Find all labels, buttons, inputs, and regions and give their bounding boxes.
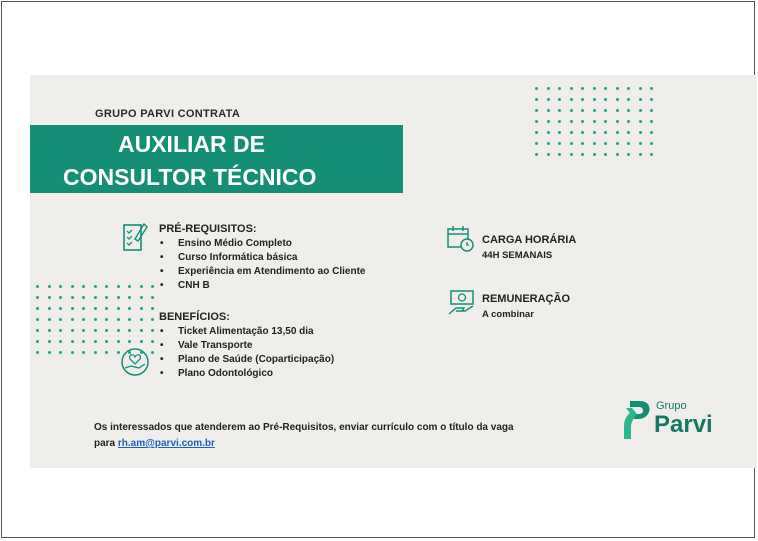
decorative-dot xyxy=(616,109,619,112)
decorative-dot xyxy=(151,329,154,332)
checklist-icon xyxy=(123,222,149,252)
decorative-dot xyxy=(570,98,573,101)
decorative-dot xyxy=(604,87,607,90)
decorative-dot xyxy=(547,120,550,123)
decorative-dot xyxy=(117,285,120,288)
decorative-dot xyxy=(593,98,596,101)
decorative-dot xyxy=(558,109,561,112)
decorative-dot xyxy=(570,142,573,145)
decorative-dot xyxy=(547,87,550,90)
decorative-dot xyxy=(581,120,584,123)
decorative-dot xyxy=(94,285,97,288)
decorative-dot xyxy=(593,153,596,156)
decorative-dot xyxy=(48,285,51,288)
decorative-dot xyxy=(616,142,619,145)
decorative-dot xyxy=(82,307,85,310)
decorative-dot xyxy=(627,109,630,112)
list-item: • Ensino Médio Completo xyxy=(158,237,365,251)
instructions-prefix: para xyxy=(94,438,118,449)
decorative-dot xyxy=(59,340,62,343)
decorative-dot xyxy=(36,340,39,343)
decorative-dot xyxy=(151,285,154,288)
decorative-dot xyxy=(105,329,108,332)
decorative-dot xyxy=(48,318,51,321)
schedule-value: 44H SEMANAIS xyxy=(482,250,553,261)
instructions-line: Os interessados que atenderem ao Pré-Requisitos, enviar currículo com o título da vaga xyxy=(94,422,514,433)
decorative-dot xyxy=(105,296,108,299)
decorative-dot xyxy=(94,296,97,299)
decorative-dot xyxy=(140,318,143,321)
decorative-dot xyxy=(94,351,97,354)
decorative-dot xyxy=(547,98,550,101)
money-hand-icon xyxy=(447,288,477,318)
decorative-dot xyxy=(639,109,642,112)
decorative-dot xyxy=(94,340,97,343)
decorative-dot xyxy=(593,109,596,112)
decorative-dot xyxy=(94,318,97,321)
decorative-dot xyxy=(593,87,596,90)
parvi-logo-mark xyxy=(620,399,652,441)
decorative-dot xyxy=(48,296,51,299)
decorative-dot xyxy=(59,307,62,310)
decorative-dot xyxy=(627,87,630,90)
decorative-dot xyxy=(48,329,51,332)
decorative-dot xyxy=(59,285,62,288)
decorative-dot xyxy=(105,351,108,354)
decorative-dot xyxy=(128,307,131,310)
decorative-dot xyxy=(151,318,154,321)
decorative-dot xyxy=(650,87,653,90)
decorative-dot xyxy=(71,296,74,299)
decorative-dot xyxy=(593,120,596,123)
list-item: • Experiência em Atendimento ao Cliente xyxy=(158,265,365,279)
decorative-dot xyxy=(547,131,550,134)
job-poster xyxy=(30,75,757,468)
decorative-dot xyxy=(82,318,85,321)
decorative-dot xyxy=(151,296,154,299)
decorative-dot xyxy=(558,87,561,90)
decorative-dot xyxy=(36,285,39,288)
logo-text-small: Grupo xyxy=(656,400,687,412)
decorative-dot xyxy=(581,109,584,112)
list-item: • Plano de Saúde (Coparticipação) xyxy=(158,353,334,367)
calendar-clock-icon xyxy=(447,225,475,253)
decorative-dot xyxy=(105,307,108,310)
decorative-dot xyxy=(627,153,630,156)
decorative-dot xyxy=(558,120,561,123)
decorative-dot xyxy=(151,307,154,310)
decorative-dot xyxy=(71,285,74,288)
decorative-dot xyxy=(128,318,131,321)
decorative-dot xyxy=(140,307,143,310)
decorative-dot xyxy=(604,120,607,123)
decorative-dot xyxy=(82,351,85,354)
decorative-dot xyxy=(59,329,62,332)
decorative-dot xyxy=(48,340,51,343)
decorative-dot xyxy=(570,109,573,112)
decorative-dot xyxy=(140,296,143,299)
decorative-dot xyxy=(627,131,630,134)
decorative-dot xyxy=(140,285,143,288)
decorative-dot xyxy=(558,142,561,145)
decorative-dot xyxy=(48,307,51,310)
decorative-dot xyxy=(639,142,642,145)
pay-value: A combinar xyxy=(482,309,534,320)
decorative-dot xyxy=(36,329,39,332)
decorative-dot xyxy=(581,153,584,156)
decorative-dot xyxy=(593,142,596,145)
decorative-dot xyxy=(535,120,538,123)
decorative-dot xyxy=(627,98,630,101)
decorative-dot xyxy=(140,329,143,332)
decorative-dot xyxy=(616,87,619,90)
benefits-title: BENEFÍCIOS: xyxy=(159,311,230,323)
decorative-dot xyxy=(117,340,120,343)
decorative-dot xyxy=(117,307,120,310)
decorative-dot xyxy=(59,318,62,321)
prerequisites-title: PRÉ-REQUISITOS: xyxy=(159,223,257,235)
decorative-dot xyxy=(128,329,131,332)
decorative-dot xyxy=(59,296,62,299)
parvi-logo xyxy=(620,395,730,445)
decorative-dot xyxy=(616,120,619,123)
decorative-dot xyxy=(581,142,584,145)
decorative-dot xyxy=(535,142,538,145)
decorative-dot xyxy=(650,98,653,101)
decorative-dot xyxy=(140,340,143,343)
decorative-dot xyxy=(71,307,74,310)
decorative-dot xyxy=(105,318,108,321)
decorative-dot xyxy=(71,329,74,332)
decorative-dot xyxy=(616,153,619,156)
decorative-dot xyxy=(71,340,74,343)
decorative-dot xyxy=(581,98,584,101)
prerequisites-list xyxy=(158,237,365,293)
benefits-list xyxy=(158,325,334,381)
application-instructions xyxy=(94,420,514,452)
decorative-dot xyxy=(639,153,642,156)
decorative-dot xyxy=(535,109,538,112)
decorative-dot xyxy=(616,131,619,134)
hand-heart-icon xyxy=(120,347,150,377)
decorative-dot xyxy=(650,153,653,156)
decorative-dot xyxy=(535,153,538,156)
decorative-dot xyxy=(604,98,607,101)
decorative-dot xyxy=(128,285,131,288)
decorative-dot xyxy=(558,153,561,156)
schedule-title: CARGA HORÁRIA xyxy=(482,234,577,246)
decorative-dot xyxy=(604,109,607,112)
decorative-dot xyxy=(639,131,642,134)
decorative-dot xyxy=(604,153,607,156)
decorative-dot xyxy=(94,329,97,332)
decorative-dot xyxy=(570,153,573,156)
decorative-dot xyxy=(36,296,39,299)
decorative-dot xyxy=(639,87,642,90)
list-item: • Curso Informática básica xyxy=(158,251,365,265)
decorative-dot xyxy=(627,142,630,145)
decorative-dot xyxy=(71,351,74,354)
decorative-dot xyxy=(570,87,573,90)
decorative-dot xyxy=(627,120,630,123)
decorative-dot xyxy=(650,131,653,134)
decorative-dot xyxy=(117,329,120,332)
decorative-dot xyxy=(36,318,39,321)
logo-text-big: Parvi xyxy=(654,411,713,438)
decorative-dot xyxy=(151,351,154,354)
decorative-dot xyxy=(535,98,538,101)
decorative-dot xyxy=(59,351,62,354)
list-item: • Ticket Alimentação 13,50 dia xyxy=(158,325,334,339)
decorative-dot xyxy=(639,98,642,101)
decorative-dot xyxy=(82,285,85,288)
decorative-dot xyxy=(128,340,131,343)
decorative-dot xyxy=(151,340,154,343)
list-item: • CNH B xyxy=(158,279,365,293)
job-title-line1: AUXILIAR DE xyxy=(118,131,265,157)
decorative-dot xyxy=(650,142,653,145)
decorative-dot xyxy=(128,296,131,299)
job-title-line2: CONSULTOR TÉCNICO xyxy=(63,164,317,190)
decorative-dot xyxy=(82,296,85,299)
decorative-dot xyxy=(650,109,653,112)
decorative-dot xyxy=(117,296,120,299)
decorative-dot xyxy=(36,307,39,310)
decorative-dot xyxy=(650,120,653,123)
decorative-dot xyxy=(82,340,85,343)
decorative-dot xyxy=(105,285,108,288)
decorative-dot xyxy=(547,153,550,156)
decorative-dot xyxy=(535,131,538,134)
decorative-dot xyxy=(558,131,561,134)
list-item: • Plano Odontológico xyxy=(158,367,334,381)
decorative-dot xyxy=(604,131,607,134)
instructions-email-line xyxy=(94,436,514,452)
decorative-dot xyxy=(570,120,573,123)
decorative-dot xyxy=(547,109,550,112)
decorative-dot xyxy=(616,98,619,101)
decorative-dot xyxy=(48,351,51,354)
list-item: • Vale Transporte xyxy=(158,339,334,353)
decorative-dot xyxy=(82,329,85,332)
decorative-dot xyxy=(535,87,538,90)
decorative-dot xyxy=(547,142,550,145)
email-link[interactable]: rh.am@parvi.com.br xyxy=(117,438,215,449)
decorative-dot xyxy=(71,318,74,321)
company-heading: GRUPO PARVI CONTRATA xyxy=(95,108,241,120)
decorative-dot xyxy=(639,120,642,123)
decorative-dot xyxy=(117,318,120,321)
decorative-dot xyxy=(558,98,561,101)
decorative-dot xyxy=(94,307,97,310)
decorative-dot xyxy=(581,131,584,134)
decorative-dot xyxy=(604,142,607,145)
decorative-dot xyxy=(593,131,596,134)
decorative-dot xyxy=(36,351,39,354)
pay-title: REMUNERAÇÃO xyxy=(482,293,570,305)
decorative-dot xyxy=(105,340,108,343)
decorative-dot xyxy=(570,131,573,134)
decorative-dot xyxy=(581,87,584,90)
